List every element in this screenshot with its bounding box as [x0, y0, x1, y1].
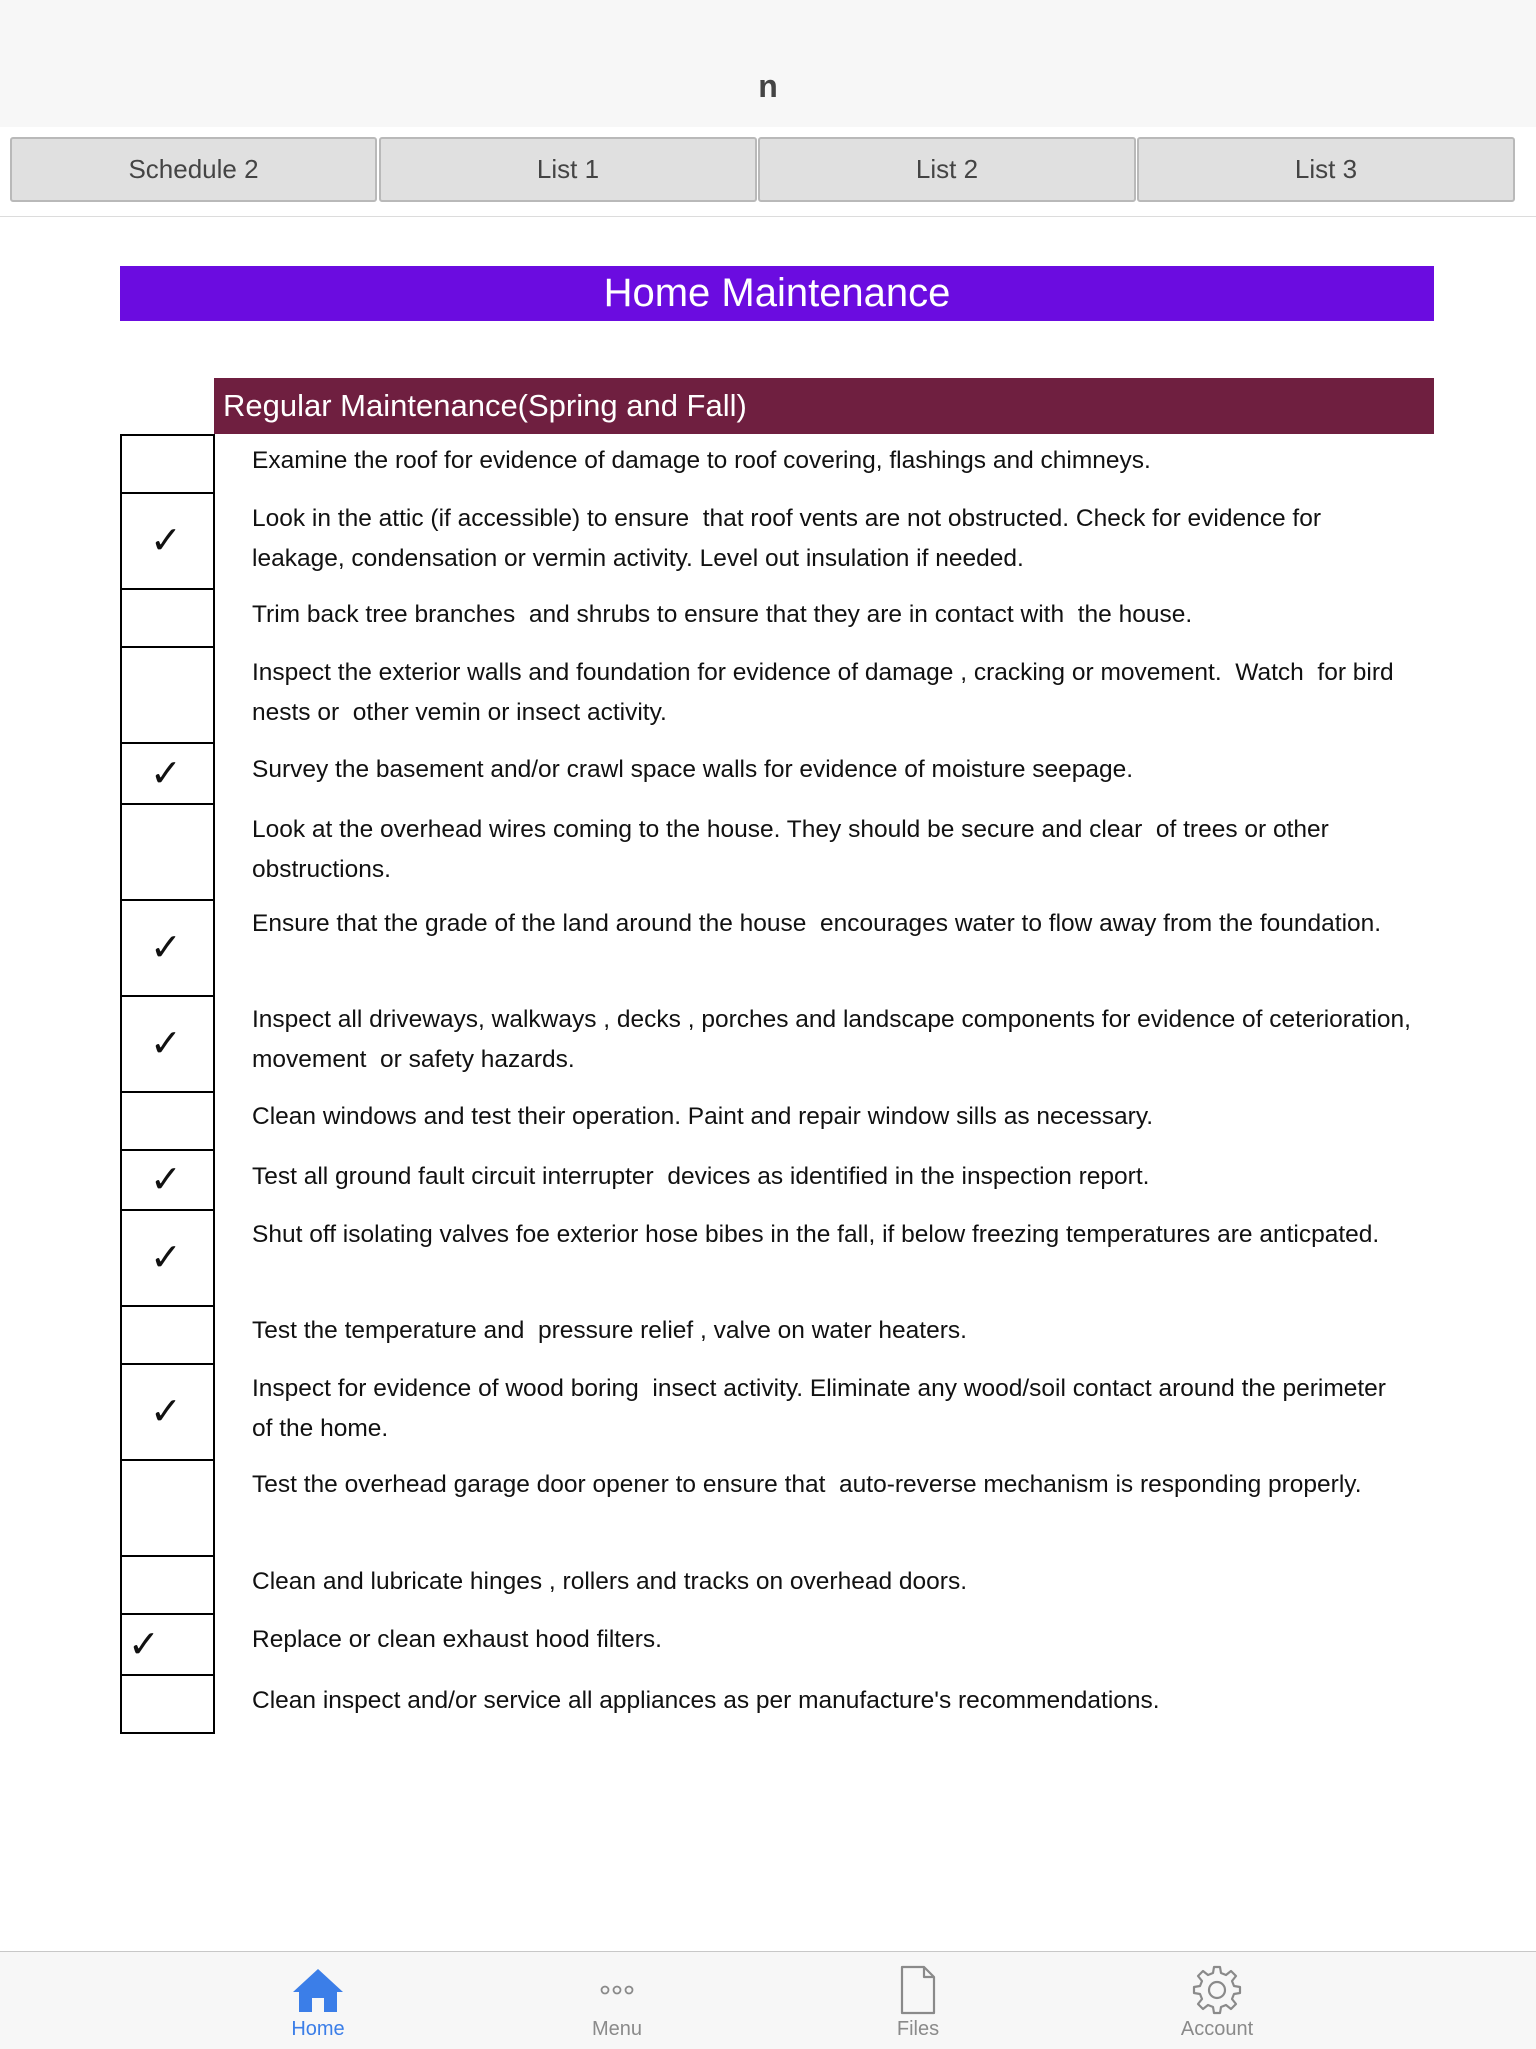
- item-checkbox[interactable]: [120, 492, 215, 590]
- item-text: Trim back tree branches and shrubs to ensure that they are in contact with the house.: [252, 601, 1193, 628]
- tabbar-label: Home: [291, 2018, 345, 2040]
- checkmark-icon: ✓: [128, 1624, 160, 1666]
- page-title: Home Maintenance: [120, 266, 1434, 321]
- item-checkbox[interactable]: [120, 1149, 215, 1211]
- more-icon: [589, 1962, 645, 2018]
- item-checkbox[interactable]: [120, 1091, 215, 1151]
- item-checkbox[interactable]: [120, 1674, 215, 1734]
- section-header: Regular Maintenance(Spring and Fall): [214, 378, 1434, 434]
- item-text: Look in the attic (if accessible) to ensure that roof vents are not obstructed. Check for evidence for leakage, condensation or vermin activity. Level out insulation if needed.: [252, 505, 1328, 572]
- item-checkbox[interactable]: [120, 1363, 215, 1461]
- item-checkbox[interactable]: [120, 646, 215, 744]
- item-text: Inspect all driveways, walkways , decks , porches and landscape components for evidence of ceterioration, movement or safety hazards.: [252, 1006, 1418, 1073]
- item-text: Survey the basement and/or crawl space walls for evidence of moisture seepage.: [252, 756, 1134, 783]
- checkmark-icon: ✓: [150, 1391, 182, 1433]
- segment-tabs: [0, 127, 1536, 217]
- item-text: Inspect for evidence of wood boring insect activity. Eliminate any wood/soil contact around the perimeter of the home.: [252, 1375, 1393, 1442]
- item-checkbox[interactable]: [120, 803, 215, 901]
- item-checkbox[interactable]: [120, 434, 215, 494]
- item-text: Clean and lubricate hinges , rollers and tracks on overhead doors.: [252, 1568, 967, 1595]
- item-checkbox[interactable]: [120, 1459, 215, 1557]
- tabbar-label: Menu: [591, 2018, 643, 2040]
- item-text: Clean inspect and/or service all appliances as per manufacture's recommendations.: [252, 1687, 1160, 1714]
- checkmark-icon: ✓: [150, 520, 182, 562]
- item-text: Examine the roof for evidence of damage to roof covering, flashings and chimneys.: [252, 447, 1151, 474]
- tab-list-1[interactable]: List 1: [379, 137, 757, 202]
- item-checkbox[interactable]: [120, 899, 215, 997]
- tabbar-menu[interactable]: [527, 1952, 707, 2049]
- tabbar-label: Files: [896, 2018, 940, 2040]
- checkmark-icon: ✓: [150, 927, 182, 969]
- item-text: Look at the overhead wires coming to the house. They should be secure and clear of trees or other obstructions.: [252, 816, 1336, 883]
- item-checkbox[interactable]: [120, 1555, 215, 1615]
- item-checkbox[interactable]: [120, 588, 215, 648]
- tabbar-files[interactable]: [828, 1952, 1008, 2049]
- item-text: Test the temperature and pressure relief , valve on water heaters.: [252, 1317, 967, 1344]
- item-text: Shut off isolating valves foe exterior hose bibes in the fall, if below freezing temperatures are anticpated.: [252, 1221, 1380, 1248]
- item-checkbox[interactable]: [120, 742, 215, 805]
- checkmark-icon: ✓: [150, 753, 182, 795]
- home-icon: [290, 1962, 346, 2018]
- navigation-bar: [0, 0, 1536, 128]
- item-text: Test all ground fault circuit interrupter devices as identified in the inspection report.: [252, 1163, 1150, 1190]
- tab-schedule-2[interactable]: Schedule 2: [10, 137, 377, 202]
- item-text: Clean windows and test their operation. Paint and repair window sills as necessary.: [252, 1103, 1154, 1130]
- item-checkbox[interactable]: [120, 995, 215, 1093]
- item-checkbox[interactable]: [120, 1305, 215, 1365]
- item-text: Test the overhead garage door opener to ensure that auto-reverse mechanism is responding properly.: [252, 1471, 1362, 1498]
- gear-icon: [1189, 1962, 1245, 2018]
- checkmark-icon: ✓: [150, 1159, 182, 1201]
- item-checkbox[interactable]: [120, 1209, 215, 1307]
- item-text: Ensure that the grade of the land around the house encourages water to flow away from the foundation.: [252, 910, 1382, 937]
- checkmark-icon: ✓: [150, 1237, 182, 1279]
- tabbar-account[interactable]: [1127, 1952, 1307, 2049]
- tab-list-2[interactable]: List 2: [758, 137, 1136, 202]
- tab-list-3[interactable]: List 3: [1137, 137, 1515, 202]
- checkmark-icon: ✓: [150, 1023, 182, 1065]
- item-checkbox[interactable]: [120, 1613, 215, 1676]
- file-icon: [890, 1962, 946, 2018]
- tabbar-label: Account: [1180, 2018, 1254, 2040]
- nav-title: n: [758, 68, 778, 104]
- item-text: Inspect the exterior walls and foundation for evidence of damage , cracking or movement. Watch for bird nests or other vemin or insect activity.: [252, 659, 1401, 726]
- item-text: Replace or clean exhaust hood filters.: [252, 1626, 662, 1653]
- tabbar-home[interactable]: [228, 1952, 408, 2049]
- bottom-tab-bar: [0, 1951, 1536, 2049]
